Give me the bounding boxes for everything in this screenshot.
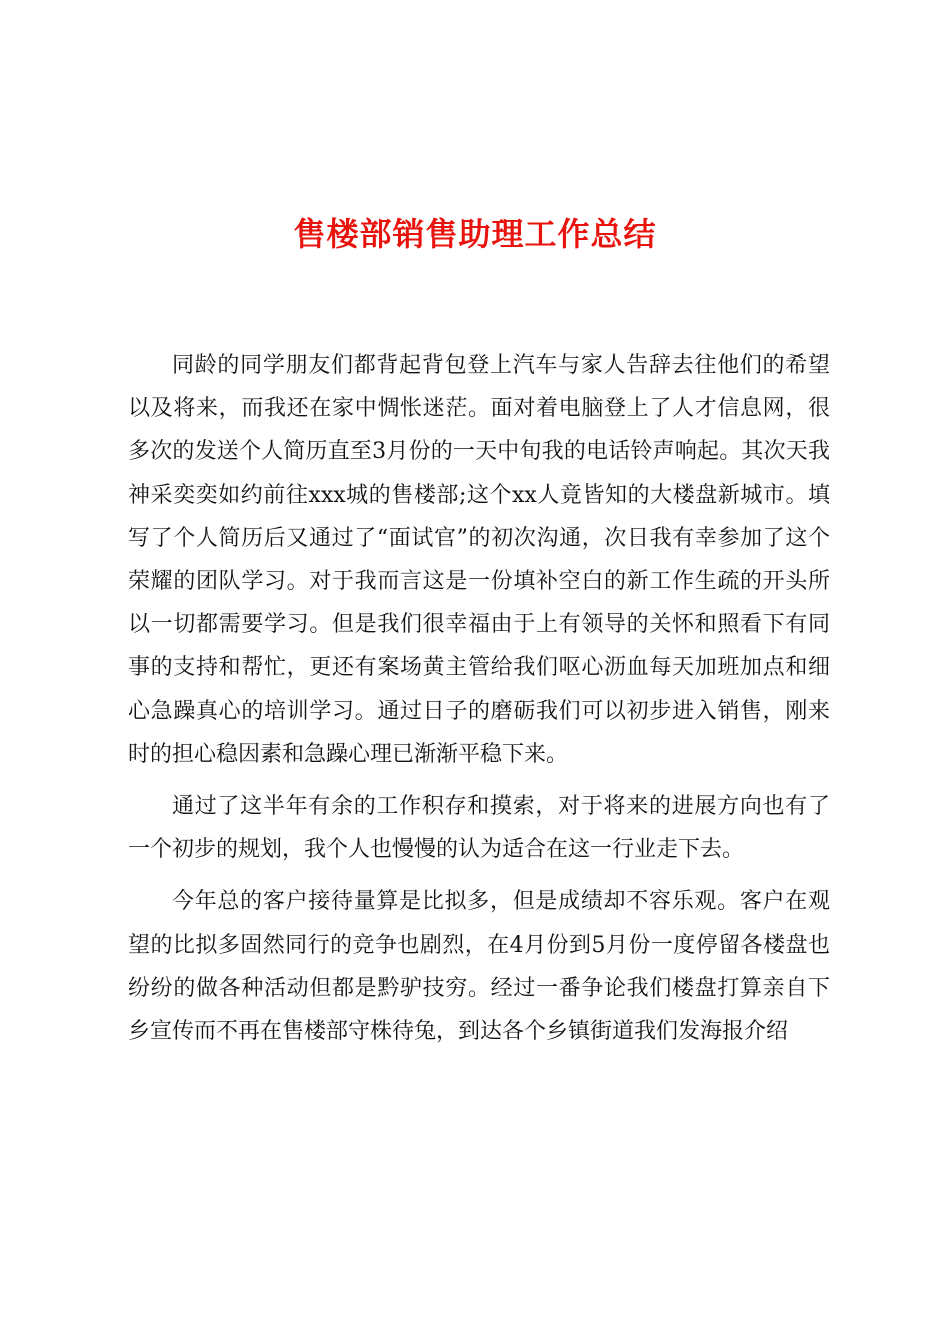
- paragraph-3: 今年总的客户接待量算是比拟多，但是成绩却不容乐观。客户在观望的比拟多固然同行的竞争也剧烈，在4月份到5月份一度停留各楼盘也纷纷的做各种活动但都是黔驴技穷。经过一番争论我们楼盘打算亲自下乡宣传而不再在售楼部守株待兔，到达各个乡镇街道我们发海报介绍: [128, 889, 830, 1045]
- paragraph-1: 同龄的同学朋友们都背起背包登上汽车与家人告辞去往他们的希望以及将来，而我还在家中惆怅迷茫。面对着电脑登上了人才信息网，很多次的发送个人简历直至3月份的一天中旬我的电话铃声响起。其次天我神采奕奕如约前往xxx城的售楼部;这个xx人竟皆知的大楼盘新城市。填写了个人简历后又通过了“面试官”的初次沟通，次日我有幸参加了这个荣耀的团队学习。对于我而言这是一份填补空白的新工作生疏的开头所以一切都需要学习。但是我们很幸福由于上有领导的关怀和照看下有同事的支持和帮忙，更还有案场黄主管给我们呕心沥血每天加班加点和细心急躁真心的培训学习。通过日子的磨砺我们可以初步进入销售，刚来时的担心稳因素和急躁心理已渐渐平稳下来。: [128, 353, 830, 767]
- paragraph-2: 通过了这半年有余的工作积存和摸索，对于将来的进展方向也有了一个初步的规划，我个人也慢慢的认为适合在这一行业走下去。: [128, 794, 830, 863]
- document-body: [128, 344, 830, 1062]
- document-title: 售楼部销售助理工作总结: [293, 215, 657, 253]
